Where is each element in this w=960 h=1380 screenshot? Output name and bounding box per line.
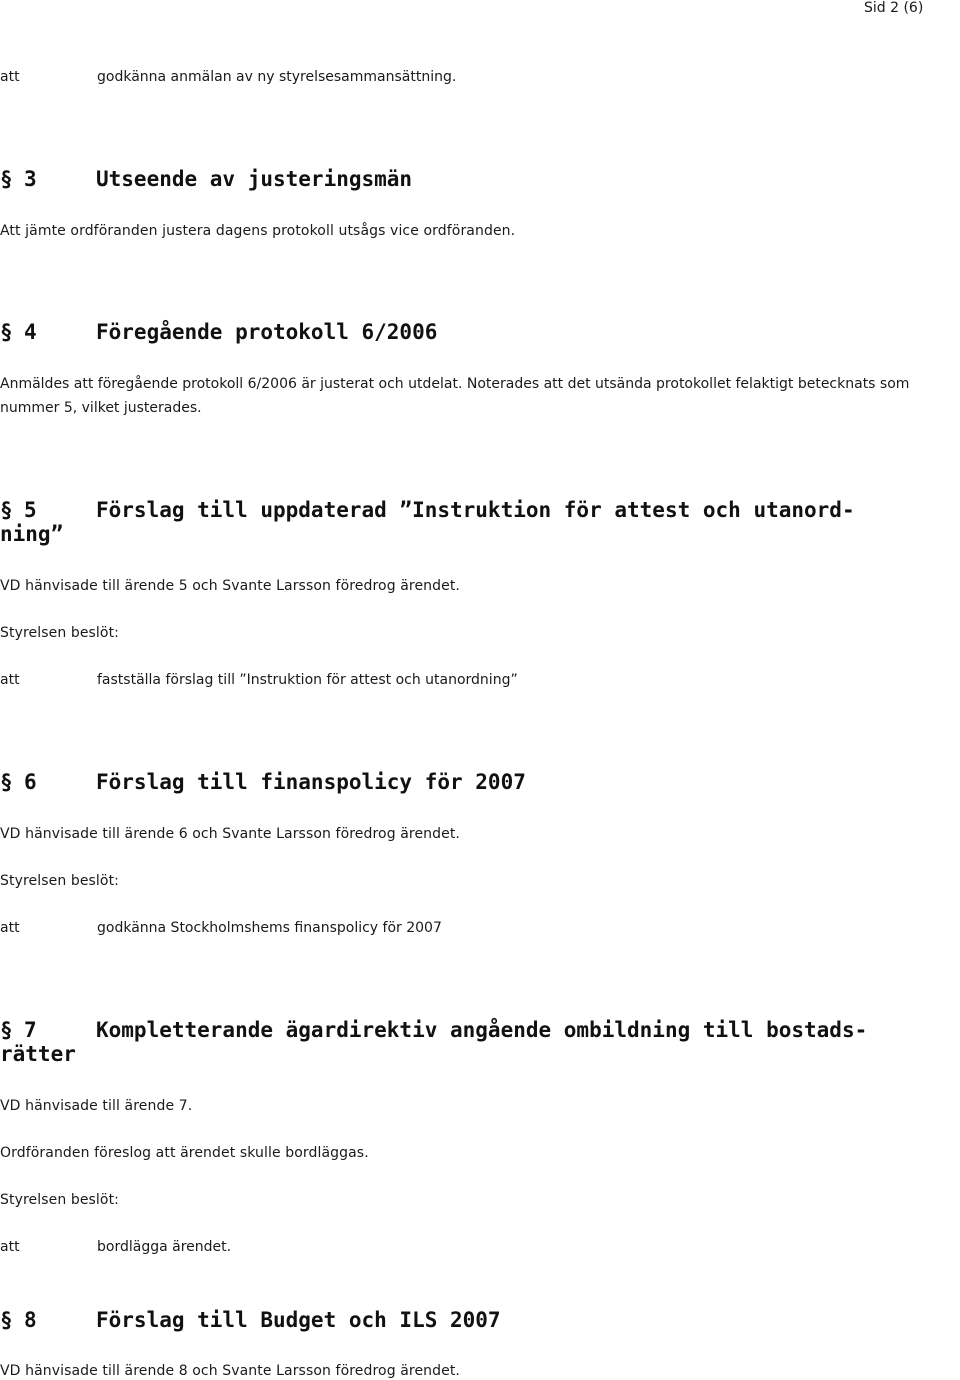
decision-text: godkänna Stockholmshems finanspolicy för 2007 [97, 920, 442, 936]
section-7-heading-line1 [0, 1018, 867, 1042]
section-8-text: VD hänvisade till ärende 8 och Svante Larsson föredrog ärendet. [0, 1363, 460, 1379]
section-title: Förslag till Budget och ILS 2007 [96, 1308, 501, 1332]
section-7-text-2: Ordföranden föreslog att ärendet skulle bordläggas. [0, 1145, 369, 1161]
section-6-text: VD hänvisade till ärende 6 och Svante Larsson föredrog ärendet. [0, 826, 460, 842]
att-label: att [0, 672, 20, 688]
section-title: Utseende av justeringsmän [96, 167, 413, 191]
section-5-heading-line1 [0, 498, 855, 522]
section-sign-icon: § [0, 1018, 13, 1042]
att-label: att [0, 69, 20, 85]
section-title: Föregående protokoll 6/2006 [96, 320, 438, 344]
att-label: att [0, 1239, 20, 1255]
section-sign-icon: § [0, 498, 13, 522]
att-label: att [0, 920, 20, 936]
section-title: Kompletterande ägardirektiv angående ombildning till bostads- [96, 1018, 868, 1042]
section-6-heading [0, 770, 526, 794]
section-number: 3 [24, 167, 37, 191]
section-number: 8 [24, 1308, 37, 1332]
section-sign-icon: § [0, 167, 13, 191]
section-sign-icon: § [0, 770, 13, 794]
section-7-text: VD hänvisade till ärende 7. [0, 1098, 193, 1114]
decision-label: Styrelsen beslöt: [0, 873, 119, 889]
section-number: 6 [24, 770, 37, 794]
section-4-heading [0, 320, 437, 344]
section-4-text: Anmäldes att föregående protokoll 6/2006 är justerat och utdelat. Noterades att det utsända protokollet felaktigt betecknats som nummer 5, vilket justerades. [0, 376, 910, 416]
section-title: Förslag till uppdaterad ”Instruktion för attest och utanord- [96, 498, 855, 522]
decision-text: bordlägga ärendet. [97, 1239, 232, 1255]
section-5-heading-line2: ning” [0, 522, 64, 546]
decision-label: Styrelsen beslöt: [0, 1192, 119, 1208]
decision-label: Styrelsen beslöt: [0, 625, 119, 641]
section-sign-icon: § [0, 320, 13, 344]
section-number: 7 [24, 1018, 37, 1042]
section-5-text: VD hänvisade till ärende 5 och Svante Larsson föredrog ärendet. [0, 578, 460, 594]
section-title: Förslag till finanspolicy för 2007 [96, 770, 526, 794]
decision-text: fastställa förslag till ”Instruktion för attest och utanordning” [97, 672, 518, 688]
page-number: Sid 2 (6) [864, 0, 924, 16]
section-8-heading [0, 1308, 501, 1332]
decision-text: godkänna anmälan av ny styrelsesammansättning. [97, 69, 457, 85]
section-number: 4 [24, 320, 37, 344]
section-sign-icon: § [0, 1308, 13, 1332]
section-3-text: Att jämte ordföranden justera dagens protokoll utsågs vice ordföranden. [0, 223, 516, 239]
section-7-heading-line2: rätter [0, 1042, 76, 1066]
section-3-heading [0, 167, 412, 191]
section-number: 5 [24, 498, 37, 522]
